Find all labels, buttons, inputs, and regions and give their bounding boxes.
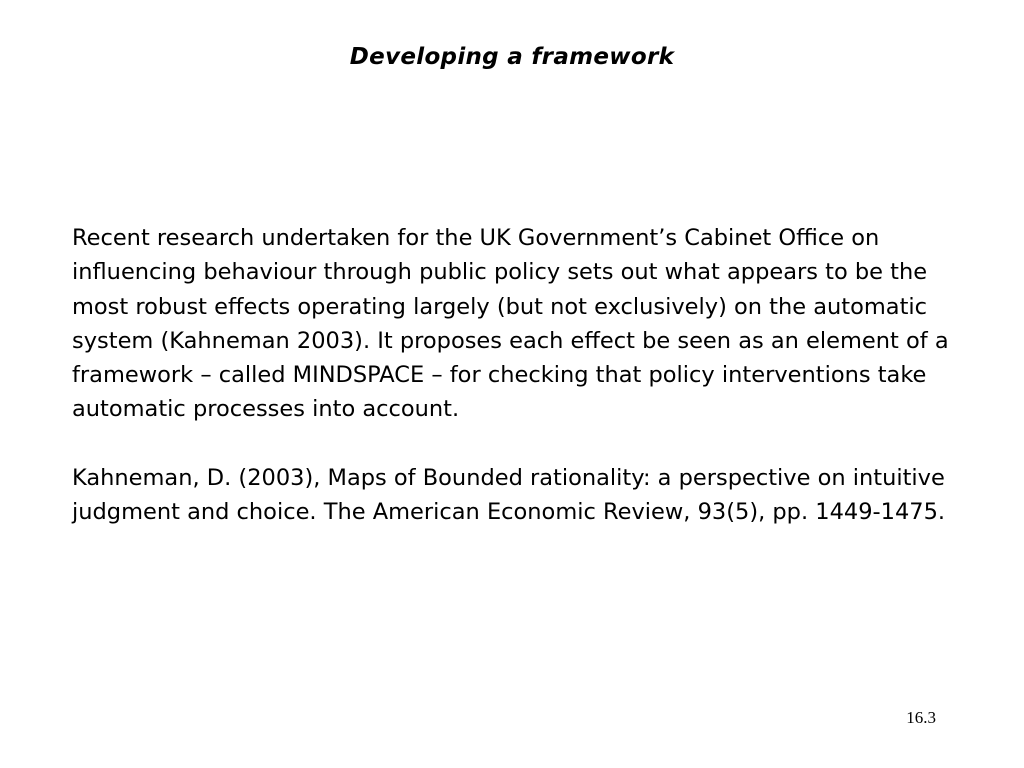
body-paragraph: Recent research undertaken for the UK Government’s Cabinet Office on influencing behaviour through public policy sets out what appears to be the most robust effects operating largely (but not exclusively) on the automatic system (Kahneman 2003). It proposes each effect be seen as an element of a framework – called MINDSPACE – for checking that policy interventions take automatic processes into account. — [72, 225, 949, 423]
slide-number: 16.3 — [906, 708, 936, 727]
slide-title: Developing a framework — [349, 44, 675, 70]
reference-citation: Kahneman, D. (2003), Maps of Bounded rationality: a perspective on intuitive judgment and choice. The American Economic Review, 93(5), pp. 1449-1475. — [72, 464, 946, 526]
slide-body — [72, 221, 972, 529]
